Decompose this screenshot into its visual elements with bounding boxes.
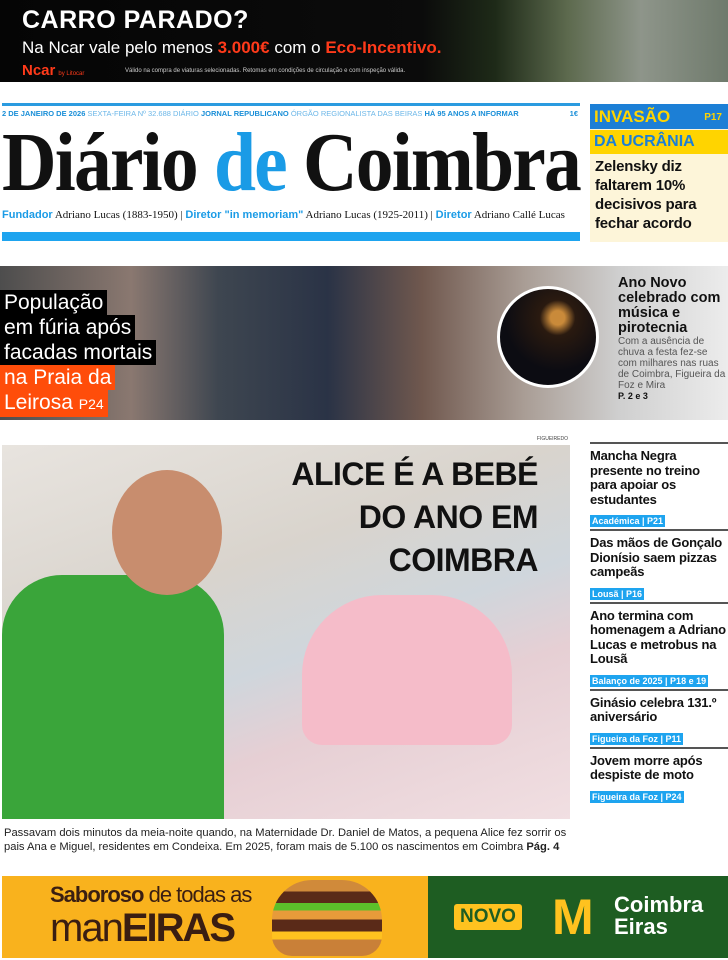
headline-line: em fúria após <box>0 315 135 340</box>
section-tag <box>590 104 728 129</box>
fireworks-photo[interactable] <box>497 286 599 388</box>
value: Adriano Lucas (1925-2011) | <box>303 209 436 221</box>
headline: Zelensky diz faltarem 10% decisivos para fechar acordo <box>595 158 697 232</box>
mcdonalds-logo-icon: M <box>552 889 594 945</box>
label: Diretor "in memoriam" <box>185 209 304 221</box>
news-item[interactable] <box>590 602 728 689</box>
text: Saboroso <box>50 882 144 907</box>
section-tag: Figueira da Foz | P11 <box>592 733 682 744</box>
news-item[interactable] <box>590 689 728 747</box>
text: Eiras <box>614 914 668 939</box>
news-item[interactable] <box>590 747 728 805</box>
headline: Das mãos de Gonçalo Dionísio saem pizzas campeãs <box>590 535 723 579</box>
ncar-advertisement[interactable] <box>0 0 728 82</box>
headline: Mancha Negra presente no treino para apoiar os estudantes <box>590 448 700 507</box>
main-story-photo[interactable] <box>2 436 570 819</box>
mother-figure <box>302 595 512 745</box>
father-head <box>112 470 222 595</box>
news-item[interactable] <box>590 529 728 602</box>
leirosa-headline[interactable] <box>0 290 156 417</box>
ad-location <box>614 894 703 938</box>
ad-text: com o <box>269 38 326 57</box>
ad-amount: 3.000€ <box>217 38 270 57</box>
caption-text: Passavam dois minutos da meia-noite quando, na Maternidade Dr. Daniel de Matos, a pequena Alice fez sorrir os pais Ana e Miguel, residentes em Condeixa. Em 2025, foram mais de 5.100 os nascimentos em Coimbra <box>4 827 567 853</box>
page-ref: Pág. 4 <box>526 841 560 853</box>
headline-line: COIMBRA <box>388 542 538 578</box>
ad-text: Na Ncar vale pelo menos <box>22 38 218 57</box>
headline: Ano termina com homenagem a Adriano Lucas e metrobus na Lousã <box>590 607 726 666</box>
page-ref: P. 2 e 3 <box>618 391 648 401</box>
headline-line: facadas mortais <box>0 340 156 365</box>
section-tag: Lousã | P16 <box>592 588 643 599</box>
value: Adriano Lucas (1883-1950) | <box>52 209 186 221</box>
ad-fine-print: Válido na compra de viaturas selecionadas. Retomas em condições de circulação e com inspeção válida. <box>125 68 406 74</box>
main-story-caption <box>4 826 576 854</box>
headline: Jovem morre após despiste de moto <box>590 752 703 782</box>
ano-novo-teaser[interactable] <box>618 276 728 401</box>
headline: Ano Novo celebrado com música e pirotecnia <box>618 275 721 336</box>
ncar-logo <box>22 62 84 79</box>
headline-line: na Praia da <box>0 365 115 390</box>
news-item[interactable] <box>590 442 728 529</box>
headline: Ginásio celebra 131.º aniversário <box>590 694 717 724</box>
title-text <box>2 116 581 209</box>
text: EIRAS <box>121 906 235 950</box>
orgao-label: ÓRGÃO REGIONALISTA DAS BEIRAS <box>288 109 425 118</box>
ad-headline: CARRO PARADO? <box>22 6 249 34</box>
jornal-label: JORNAL REPUBLICANO <box>200 109 289 118</box>
staff-credits <box>2 209 580 221</box>
ad-subline <box>22 38 442 58</box>
headline-line <box>0 390 108 417</box>
ad-program: Eco-Incentivo. <box>325 38 442 57</box>
main-headline <box>291 453 538 582</box>
page-ref: P17 <box>704 112 722 123</box>
section-tag: DA UCRÂNIA <box>590 130 728 154</box>
newspaper-title[interactable] <box>2 116 581 209</box>
section-tag: Figueira da Foz | P24 <box>592 791 682 802</box>
brand-sub: by Litocar <box>58 71 85 77</box>
brand: Ncar <box>22 62 56 79</box>
ukraine-teaser[interactable] <box>590 104 728 242</box>
sidebar-news <box>590 442 728 805</box>
text: Leirosa <box>4 391 73 414</box>
divider <box>2 103 580 106</box>
summary: Com a ausência de chuva a festa fez-se com milhares nas ruas de Coimbra, Figueira da Foz e Mira <box>618 336 726 391</box>
divider <box>2 232 580 241</box>
issue-number: SEXTA-FEIRA Nº 32.688 DIÁRIO <box>85 109 201 118</box>
ad-slogan-2 <box>50 906 234 951</box>
label: Fundador <box>2 209 53 221</box>
page-ref: P24 <box>78 396 104 412</box>
title-part: Diário <box>2 116 214 209</box>
headline-line: ALICE É A BEBÉ <box>291 456 538 492</box>
title-part: de <box>213 116 286 209</box>
burger-image <box>272 880 382 956</box>
father-figure <box>2 575 224 819</box>
ad-slogan <box>50 882 251 908</box>
section-tag: Académica | P21 <box>592 516 664 526</box>
section-tag: Balanço de 2025 | P18 e 19 <box>592 675 707 686</box>
years-label: HÁ 95 ANOS A INFORMAR <box>424 109 519 118</box>
price: 1€ <box>569 109 578 118</box>
date: 2 DE JANEIRO DE 2026 <box>2 109 86 118</box>
photo-strip[interactable] <box>0 266 728 420</box>
label: Diretor <box>435 209 472 221</box>
text: man <box>50 906 122 950</box>
text: de todas as <box>143 882 252 907</box>
title-part: Coimbra <box>285 116 581 209</box>
text: Coimbra <box>614 892 704 917</box>
mcdonalds-advertisement[interactable] <box>2 876 728 958</box>
tag: INVASÃO <box>594 107 671 126</box>
credits-text <box>2 209 565 221</box>
headline-line: DO ANO EM <box>358 499 538 535</box>
value: Adriano Callé Lucas <box>471 209 565 221</box>
photo-credit: FIGUEIREDO <box>536 436 568 442</box>
novo-badge: NOVO <box>454 904 522 930</box>
headline-line: População <box>0 290 107 315</box>
